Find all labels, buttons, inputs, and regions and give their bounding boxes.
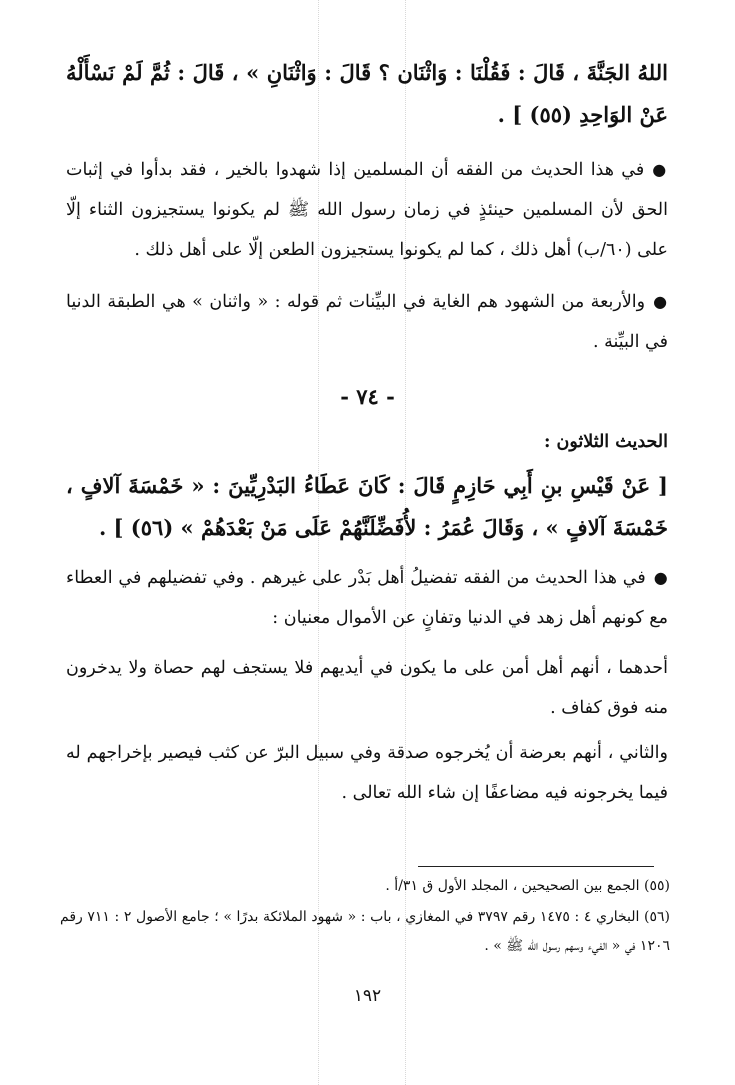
section-number: - ٧٤ - — [340, 384, 395, 409]
hadith-text: [ عَنْ قَيْسِ بنِ أَبِي حَازِمٍ قَالَ : كَانَ عَطَاءُ البَدْرِيِّينَ : « خَمْسَةَ آلافٍ ، خَمْسَةَ آلافٍ » ، وَقَالَ عُمَرُ : لأُفَضِّلَنَّهُمْ عَلَى مَنْ بَعْدَهُمْ » (٥٦) ] . — [66, 473, 668, 540]
page-number: ١٩٢ — [353, 986, 382, 1006]
bullet-icon: ● — [653, 292, 668, 311]
bullet-icon: ● — [653, 568, 668, 587]
paragraph-2-text: والأربعة من الشهود هم الغاية في البيِّنات ثم قوله : « واثنان » هي الطبقة الدنيا في البيِّنة . — [66, 292, 668, 352]
paragraph-4: أحدهما ، أنهم أهل أمن على ما يكون في أيديهم فلا يستجف لهم حصاة ولا يدخرون منه فوق كفاف . — [66, 658, 668, 718]
footnote-divider — [418, 866, 654, 867]
footnote-55: (٥٥) الجمع بين الصحيحين ، المجلد الأول ق ٣١/أ . — [385, 878, 670, 894]
paragraph-5: والثاني ، أنهم بعرضة أن يُخرجوه صدقة وفي سبيل البرّ عن كثب فيصير بإخراجهم له فيما يخرجونه فيه مضاعفًا إن شاء الله تعالى . — [66, 743, 668, 803]
paragraph-1 — [66, 150, 668, 270]
paragraph-1-text: في هذا الحديث من الفقه أن المسلمين إذا شهدوا بالخير ، فقد بدأوا في إثبات الحق لأن المسلمين حينئذٍ في زمان رسول الله ﷺ لم يكونوا يستجيزون الثناء إلّا على (٦٠/ب) أهل ذلك ، كما لم يكونوا يستجيزون الطعن إلّا على أهل ذلك . — [66, 160, 668, 260]
footnote-56: (٥٦) البخاري ٤ : ١٤٧٥ رقم ٣٧٩٧ في المغازي ، باب : « شهود الملائكة بدرًا » ؛ جامع الأصول ٢ : ٧١١ رقم ١٢٠٦ في « الفيء وسهم رسول الله ﷺ » . — [60, 909, 671, 954]
paragraph-3-text: في هذا الحديث من الفقه تفضيلُ أهل بَدْر على غيرهم . وفي تفضيلهم في العطاء مع كونهم أهل زهد في الدنيا وتفانٍ عن الأموال معنيان : — [66, 568, 668, 628]
hadith-heading: الحديث الثلاثون : — [543, 432, 668, 452]
bullet-icon: ● — [652, 160, 668, 179]
paragraph-3 — [66, 558, 668, 638]
paragraph-2 — [66, 282, 668, 362]
top-quote: اللهُ الجَنَّةَ ، قَالَ : فَقُلْنَا : وَاثْنَان ؟ قَالَ : وَاثْنَانِ » ، قَالَ : ثُمَّ لَمْ نَسْأَلْهُ عَنْ الوَاحِدِ (٥٥) ] . — [66, 60, 668, 127]
